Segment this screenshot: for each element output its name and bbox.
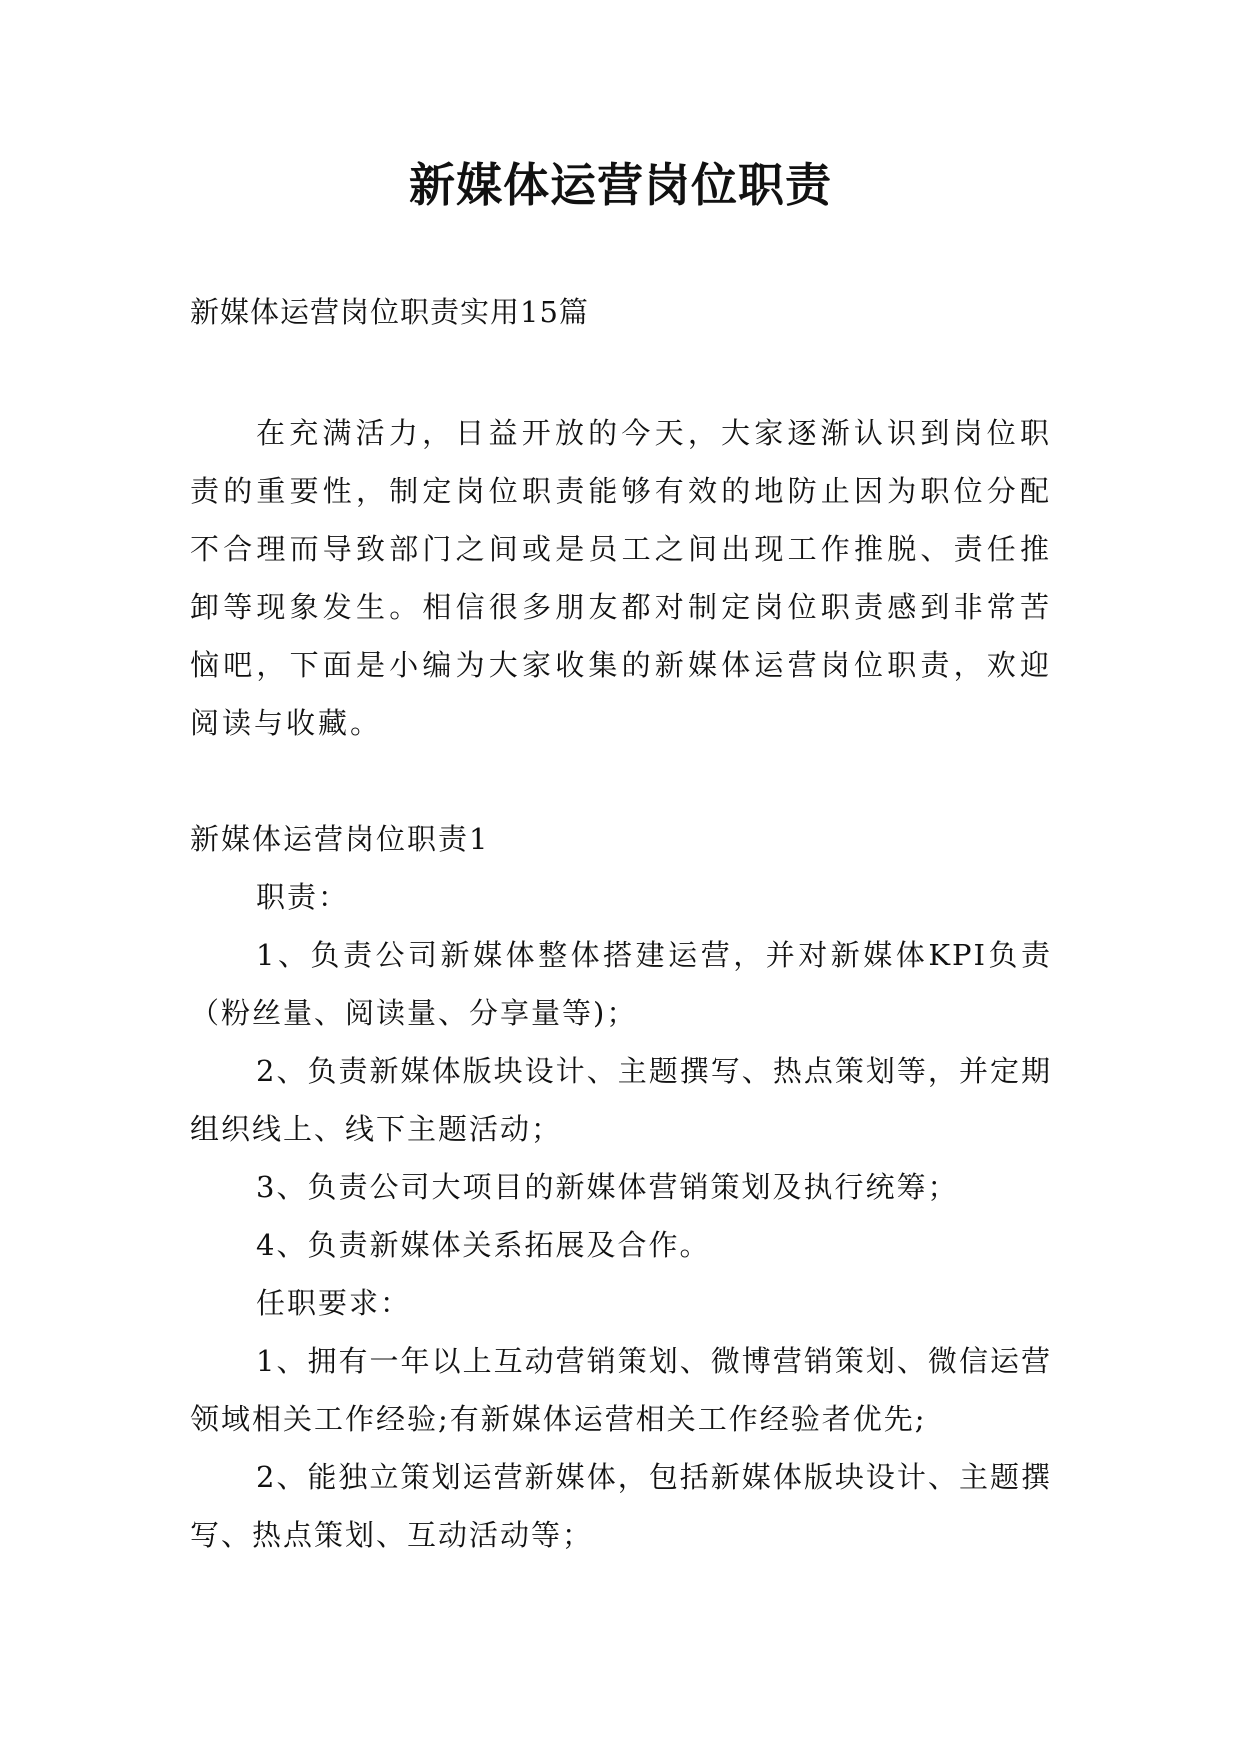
duty-item: 3、负责公司大项目的新媒体营销策划及执行统筹； <box>256 1170 959 1204</box>
duty-item: 2、负责新媒体版块设计、主题撰写、热点策划等，并定期组织线上、线下主题活动； <box>190 1054 1052 1146</box>
section-heading: 新媒体运营岗位职责1 <box>190 822 490 856</box>
document-title: 新媒体运营岗位职责 <box>409 158 832 212</box>
document-subtitle: 新媒体运营岗位职责实用15篇 <box>190 295 589 329</box>
duties-label: 职责： <box>256 880 350 914</box>
requirements-label: 任职要求： <box>256 1286 412 1320</box>
requirement-item: 1、拥有一年以上互动营销策划、微博营销策划、微信运营领域相关工作经验;有新媒体运营相关工作经验者优先; <box>190 1344 1052 1436</box>
section-1 <box>190 810 1052 1564</box>
intro-paragraph: 在充满活力，日益开放的今天，大家逐渐认识到岗位职责的重要性，制定岗位职责能够有效的地防止因为职位分配不合理而导致部门之间或是员工之间出现工作推脱、责任推卸等现象发生。相信很多朋友都对制定岗位职责感到非常苦恼吧，下面是小编为大家收集的新媒体运营岗位职责，欢迎阅读与收藏。 <box>190 416 1052 740</box>
duty-item: 4、负责新媒体关系拓展及合作。 <box>256 1228 711 1262</box>
requirement-item: 2、能独立策划运营新媒体，包括新媒体版块设计、主题撰写、热点策划、互动活动等； <box>190 1460 1052 1552</box>
duty-item: 1、负责公司新媒体整体搭建运营，并对新媒体KPI负责（粉丝量、阅读量、分享量等)； <box>190 938 1052 1030</box>
